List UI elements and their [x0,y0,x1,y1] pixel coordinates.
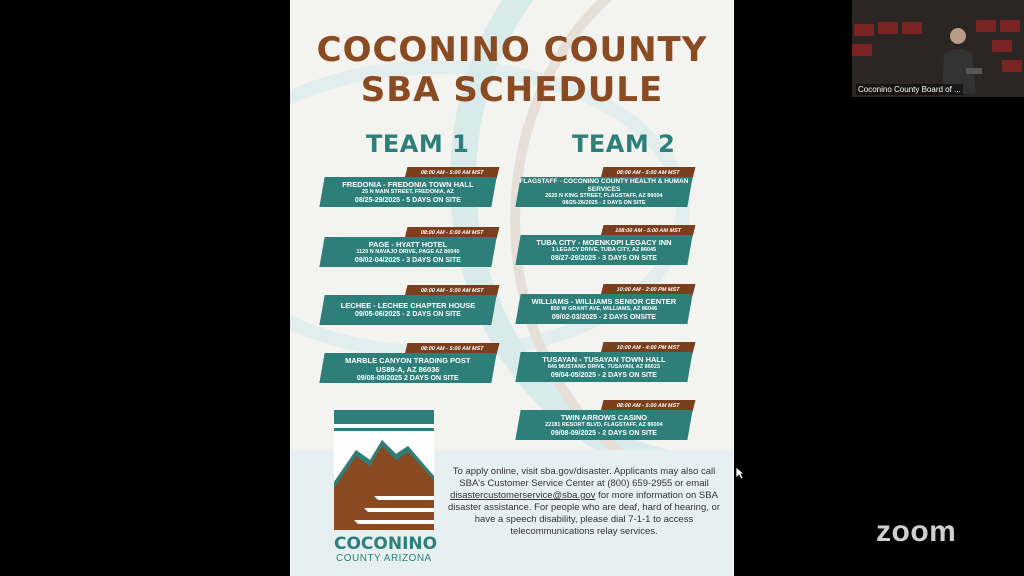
logo-subtitle: COUNTY ARIZONA [336,553,432,564]
seat [854,24,874,36]
info-text-1: To apply online, visit sba.gov/disaster. Applicants may also call SBA's Customer Service Center at (800) 659-2955 or email [452,466,716,489]
schedule-card [518,284,694,321]
logo-wordmark: COCONINO [334,534,438,554]
participant-name-label: Coconino County Board of ... [858,85,961,94]
location-dates: 09/02-04/2025 - 3 DAYS ON SITE [354,257,461,264]
location-dates: 08/25-29/2025 - 5 DAYS ON SITE [354,197,461,204]
location-address: 850 W GRANT AVE, WILLIAMS, AZ 86046 [550,306,658,312]
location-box [319,237,496,267]
team2-heading: TEAM 2 [572,130,676,158]
location-box [319,353,496,383]
location-dates: 08/25-26/2025 - 2 DAYS ON SITE [562,200,646,206]
email-link[interactable]: disastercustomerservice@sba.gov [450,490,596,501]
location-dates: 09/04-05/2025 - 2 DAYS ON SITE [550,372,657,379]
location-box [319,295,496,325]
schedule-card [322,167,498,204]
time-badge: 08:00 AM - 5:00 AM MST [601,167,696,179]
schedule-card [322,285,498,318]
location-box [515,410,692,440]
location-dates: 09/08-09/2025 - 2 DAYS ON SITE [550,430,657,437]
seat [1000,20,1020,32]
coconino-county-logo [334,410,434,530]
time-badge: 108:00 AM - 5:00 AM MST [601,225,696,237]
poster-title-line1: COCONINO COUNTY [316,30,708,70]
time-badge: 08:00 AM - 5:00 AM MST [405,167,500,179]
poster-title-line2: SBA SCHEDULE [360,70,664,110]
info-paragraph [440,466,728,538]
location-address: US89-A, AZ 86036 [375,365,440,374]
location-name: TUBA CITY - MOENKOPI LEGACY INN [536,238,672,247]
location-address: 25 N MAIN STREET, FREDONIA, AZ [362,189,454,195]
time-badge: 08:00 AM - 5:00 AM MST [405,343,500,355]
time-badge: 08:00 AM - 5:00 AM MST [405,227,500,239]
location-name: TWIN ARROWS CASINO [560,413,648,422]
time-badge: 08:00 AM - 5:00 AM MST [405,285,500,297]
seat [992,40,1012,52]
location-name: MARBLE CANYON TRADING POST [345,356,471,365]
location-box [515,235,692,265]
location-address: 22181 RESORT BLVD, FLAGSTAFF, AZ 86004 [545,422,663,428]
time-badge: 10:00 AM - 4:00 PM MST [601,342,696,354]
location-dates: 08/27-29/2025 - 3 DAYS ON SITE [550,255,657,262]
participant-video-thumbnail[interactable] [852,0,1024,97]
seat [852,44,872,56]
location-address: 1 LEGACY DRIVE, TUBA CITY, AZ 86045 [551,247,657,253]
shared-screen-poster [290,0,734,576]
schedule-card [322,343,498,382]
mouse-cursor-icon [735,466,745,480]
zoom-watermark: zoom [876,515,957,548]
location-name: WILLIAMS - WILLIAMS SENIOR CENTER [531,297,677,306]
schedule-card [518,342,694,379]
location-dates: 09/05-06/2025 - 2 DAYS ON SITE [355,311,461,318]
seat [878,22,898,34]
location-name: LECHEE - LECHEE CHAPTER HOUSE [340,301,476,310]
schedule-card [518,400,694,437]
schedule-card [322,227,498,264]
location-name: FLAGSTAFF - COCONINO COUNTY HEALTH & HUMAN SERVICES [519,178,689,193]
team1-heading: TEAM 1 [366,130,470,158]
location-box [319,177,496,207]
info-text-2: for more information on SBA disaster assistance. For people who are deaf, hard of hearing, or have a speech disability, please dial 7-1-1 to access telecommunications relay services. [448,490,720,537]
location-name: PAGE - HYATT HOTEL [368,240,448,249]
location-box [515,177,692,207]
time-badge: 08:00 AM - 5:00 AM MST [601,400,696,412]
seat [1002,60,1022,72]
location-box [515,294,692,324]
location-address: 1120 N NAVAJO DRIVE, PAGE AZ 86040 [356,249,460,255]
location-dates: 09/08-09/2025 2 DAYS ON SITE [356,375,459,382]
location-name: TUSAYAN - TUSAYAN TOWN HALL [542,355,666,364]
time-badge: 10:00 AM - 2:00 PM MST [601,284,696,296]
location-name: FREDONIA - FREDONIA TOWN HALL [342,180,474,189]
seat [902,22,922,34]
location-address: 2625 N KING STREET, FLAGSTAFF, AZ 86004 [545,193,663,199]
schedule-card [518,225,694,262]
location-address: 845 MUSTANG DRIVE, TUSAYAN, AZ 86023 [547,364,660,370]
location-dates: 09/02-03/2025 - 2 DAYS ONSITE [551,314,656,321]
schedule-card [518,167,694,206]
location-box [515,352,692,382]
